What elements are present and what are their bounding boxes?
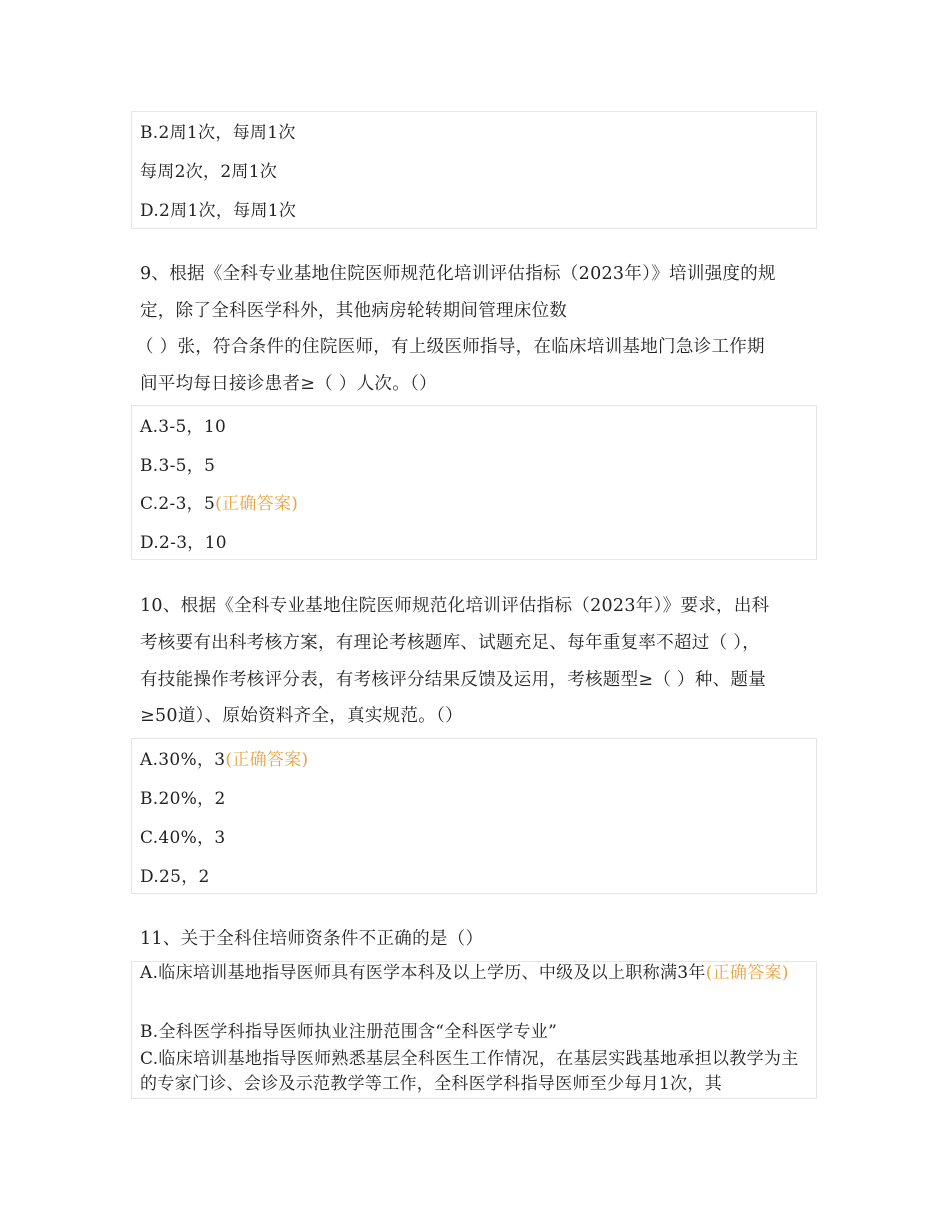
q9-line-4: 间平均每日接诊患者≥（ ）人次。（）: [140, 374, 437, 394]
correct-answer-tag: (正确答案): [705, 963, 789, 983]
q9-option-a[interactable]: A.3-5，10: [140, 417, 227, 437]
q10-line-3: 有技能操作考核评分表，有考核评分结果反馈及运用，考核题型≥（ ）种、题量: [140, 670, 767, 690]
q9-options-box: [131, 405, 817, 560]
option-b-top[interactable]: B.2周1次，每周1次: [140, 123, 296, 143]
q9-option-d[interactable]: D.2-3，10: [140, 533, 227, 553]
correct-answer-tag: (正确答案): [215, 494, 299, 514]
q9-line-3: （ ）张，符合条件的住院医师，有上级医师指导，在临床培训基地门急诊工作期: [136, 337, 765, 357]
q11-stem: 11、关于全科住培师资条件不正确的是（）: [140, 929, 484, 949]
q9-line-2: 定，除了全科医学科外，其他病房轮转期间管理床位数: [140, 301, 568, 321]
q9-option-c-text: C.2-3，5: [140, 494, 216, 514]
q10-line-4: ≥50道）、原始资料齐全，真实规范。（）: [140, 706, 463, 726]
option-d-top[interactable]: D.2周1次，每周1次: [140, 201, 297, 221]
q9-line-1: 9、根据《全科专业基地住院医师规范化培训评估指标（2023年）》培训强度的规: [140, 264, 776, 284]
q10-option-b[interactable]: B.20%，2: [140, 789, 226, 809]
q10-option-a-text: A.30%，3: [140, 750, 226, 770]
q10-option-d[interactable]: D.25，2: [140, 867, 210, 887]
q11-option-c[interactable]: C.临床培训基地指导医师熟悉基层全科医生工作情况，在基层实践基地承担以教学为主的专家门诊、会诊及示范教学等工作，全科医学科指导医师至少每月1次，其: [140, 1049, 799, 1094]
correct-answer-tag: (正确答案): [225, 750, 309, 770]
q9-option-c[interactable]: [140, 489, 298, 514]
q9-option-b[interactable]: B.3-5，5: [140, 456, 216, 476]
q11-option-b[interactable]: B.全科医学科指导医师执业注册范围含“全科医学专业”: [140, 1022, 558, 1042]
q11-option-a-text: A.临床培训基地指导医师具有医学本科及以上学历、中级及以上职称满3年: [140, 963, 706, 983]
q10-option-c[interactable]: C.40%，3: [140, 828, 226, 848]
q10-option-a[interactable]: [140, 745, 308, 770]
q10-line-1: 10、根据《全科专业基地住院医师规范化培训评估指标（2023年）》要求，出科: [140, 596, 770, 616]
q10-line-2: 考核要有出科考核方案，有理论考核题库、试题充足、每年重复率不超过（ ），: [140, 633, 761, 653]
option-c-top[interactable]: 每周2次，2周1次: [140, 162, 278, 182]
q11-option-a[interactable]: [140, 961, 808, 986]
